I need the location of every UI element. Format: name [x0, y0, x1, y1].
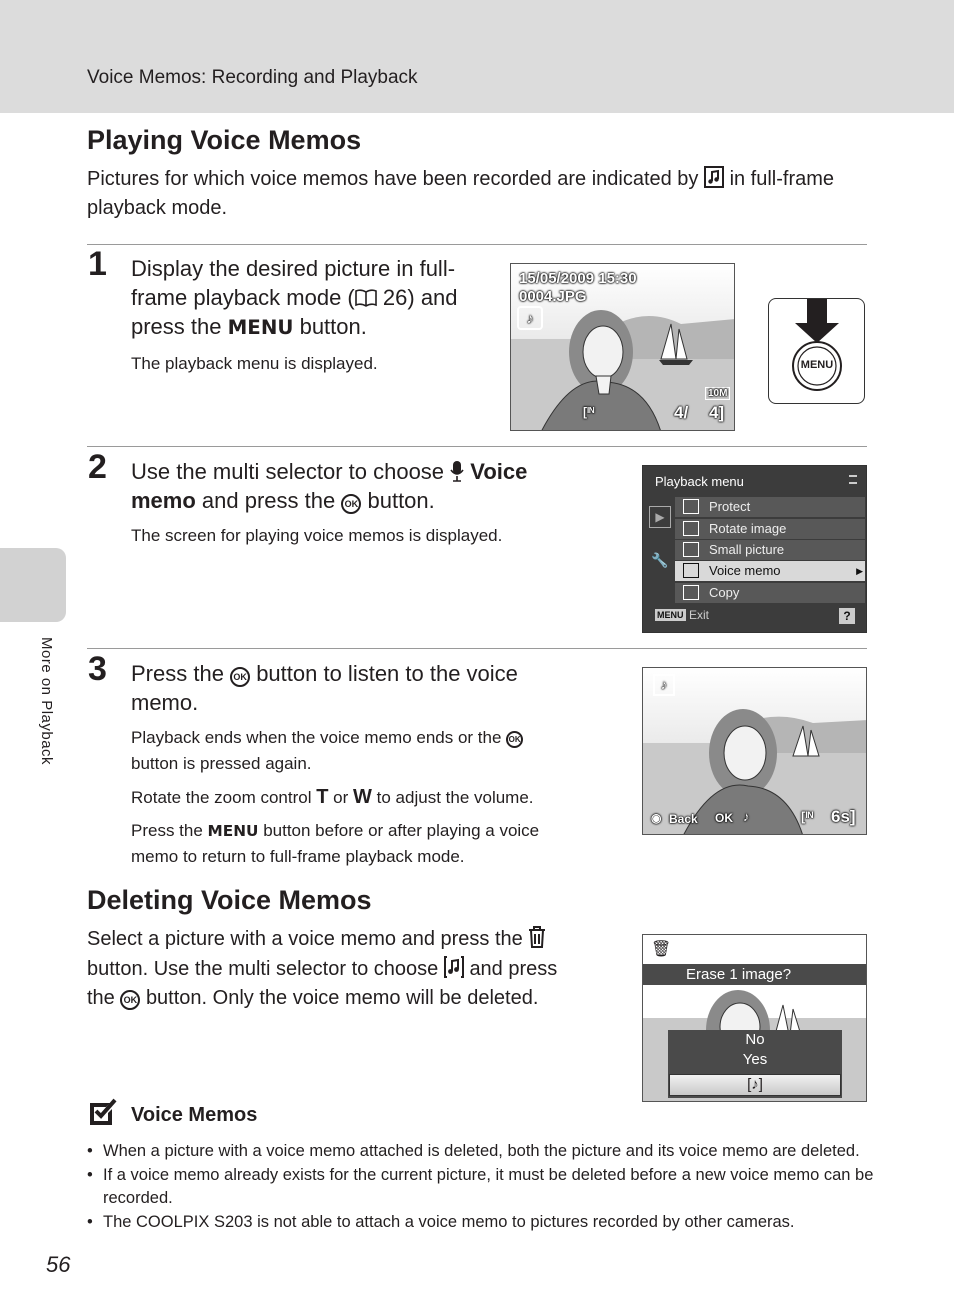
- section-title-deleting: Deleting Voice Memos: [87, 885, 372, 915]
- note-bullet: • If a voice memo already exists for the current picture, it must be deleted before a new voice memo can be recorded.: [87, 1164, 877, 1211]
- voice-memo-icon: [704, 166, 724, 188]
- rotate-icon: [683, 521, 699, 536]
- menu-button-illustration: [768, 298, 865, 404]
- step-1-text-e: button.: [299, 314, 367, 339]
- menu-glyph: MENU: [207, 822, 259, 840]
- step-3-note-3b: button before or after playing a voice: [263, 821, 540, 840]
- step-3-note-2or: or: [333, 788, 349, 807]
- frame-total: 4]: [709, 403, 725, 422]
- deleting-paragraph: [87, 925, 607, 1014]
- step-3-note-2b: to adjust the volume.: [376, 788, 534, 807]
- step-3-note-1a: Playback ends when the voice memo ends or the: [131, 728, 502, 747]
- note-bullet: • When a picture with a voice memo attached is deleted, both the picture and its voice memo are deleted.: [87, 1140, 877, 1164]
- erase-dialog-screen: [642, 934, 867, 1102]
- book-ref-icon: [355, 289, 377, 307]
- menu-item-voice-memo[interactable]: [675, 561, 865, 581]
- menu-item-copy[interactable]: [675, 583, 865, 603]
- voice-memo-indicator-icon: ♪: [653, 674, 675, 696]
- menu-glyph: MENU: [227, 316, 294, 339]
- step-3-text-b: button to listen to the voice: [256, 661, 518, 686]
- divider: [87, 446, 867, 447]
- trash-icon: [528, 926, 546, 948]
- internal-memory-icon: [ᴵᴺ: [583, 405, 595, 419]
- ok-button-glyph: OK: [341, 494, 361, 514]
- step-1-title: [131, 254, 501, 342]
- divider: [87, 648, 867, 649]
- deleting-text-d: the: [87, 987, 115, 1009]
- voice-memo-osd-icon: ♪: [743, 809, 750, 824]
- step-3-note-3c: memo to return to full-frame playback mode.: [131, 847, 465, 866]
- menu-item-label: Rotate image: [709, 521, 787, 536]
- note-bullets: [87, 1140, 877, 1234]
- step-2-bold-a: Voice: [470, 459, 528, 484]
- side-tab-label: More on Playback: [38, 637, 55, 766]
- playback-screen: [510, 263, 735, 431]
- step-3-text-c: memo.: [131, 690, 199, 715]
- back-label: Back: [669, 812, 698, 826]
- zoom-t-glyph: T: [316, 786, 329, 808]
- key-icon: [683, 499, 699, 514]
- step-1-ref-page: 26: [382, 285, 408, 310]
- small-picture-icon: [683, 542, 699, 557]
- ok-osd-icon: OK: [715, 811, 733, 825]
- menu-button-label: MENU: [800, 359, 834, 371]
- step-1-text-d: press the: [131, 314, 222, 339]
- step-1-note: The playback menu is displayed.: [131, 354, 378, 373]
- step-3-note-2a: Rotate the zoom control: [131, 788, 312, 807]
- checkmark-note-icon: [88, 1097, 118, 1127]
- step-1-text-c: ) and: [407, 285, 458, 310]
- step-3-note-3: [131, 818, 601, 870]
- page-number: 56: [46, 1252, 71, 1277]
- step-1-text-b: frame playback mode (: [131, 285, 355, 310]
- option-voice-memo-selected[interactable]: [669, 1074, 841, 1096]
- filename-display: 0004.JPG: [519, 288, 587, 305]
- setup-tab-icon: 🔧: [651, 552, 669, 568]
- image-size-icon: 10M: [705, 387, 730, 400]
- option-yes[interactable]: Yes: [742, 1051, 768, 1068]
- header-band: [0, 0, 954, 113]
- step-2-text-a: Use the multi selector to choose: [131, 459, 445, 484]
- step-2-bold-b: memo: [131, 488, 196, 513]
- step-3-number: 3: [88, 650, 107, 688]
- ok-button-glyph: OK: [120, 990, 140, 1010]
- note-title: Voice Memos: [131, 1104, 258, 1126]
- ok-button-glyph: OK: [230, 667, 250, 687]
- chevron-right-icon: ▶: [856, 566, 863, 576]
- voice-memo-icon: [♪]: [747, 1076, 763, 1093]
- note-bullet: • The COOLPIX S203 is not able to attach a voice memo to pictures recorded by other cameras.: [87, 1211, 877, 1235]
- menu-btn-icon: MENU: [657, 610, 684, 620]
- menu-item-protect[interactable]: [675, 497, 865, 517]
- side-tab: [0, 548, 66, 622]
- microphone-icon: [683, 563, 699, 578]
- step-3-title: [131, 659, 601, 717]
- step-3-text-a: Press the: [131, 661, 224, 686]
- help-icon: ?: [839, 608, 855, 624]
- exit-label: Exit: [689, 608, 710, 622]
- step-3-note-3a: Press the: [131, 821, 203, 840]
- deleting-text-a: Select a picture with a voice memo and press the: [87, 928, 523, 950]
- menu-item-label: Protect: [709, 499, 751, 514]
- back-icon: ◉: [651, 811, 662, 825]
- press-arrow-icon: [769, 299, 866, 405]
- menu-title: Playback menu: [655, 474, 744, 489]
- step-3-note-1: [131, 725, 601, 777]
- breadcrumb: Voice Memos: Recording and Playback: [87, 67, 418, 88]
- deleting-text-e: button. Only the voice memo will be deleted.: [145, 987, 539, 1009]
- step-2-text-b: and press the: [201, 488, 336, 513]
- microphone-icon: [450, 460, 464, 482]
- step-2-number: 2: [88, 448, 107, 486]
- zoom-w-glyph: W: [353, 786, 372, 808]
- section-title-playing: Playing Voice Memos: [87, 125, 362, 155]
- deleting-text-c: and press: [469, 957, 558, 980]
- voice-memo-icon: [444, 956, 464, 978]
- ok-button-glyph: OK: [506, 731, 523, 748]
- step-2-note: The screen for playing voice memos is displayed.: [131, 526, 503, 545]
- step-2-title: [131, 457, 601, 515]
- play-tab-icon: ▶: [649, 506, 671, 528]
- voice-playback-screen: [642, 667, 867, 835]
- menu-item-label: Copy: [709, 585, 740, 600]
- intro-text-a: Pictures for which voice memos have been recorded are indicated by: [87, 168, 699, 190]
- voice-memo-indicator-icon: ♪: [517, 306, 543, 330]
- erase-options-box: [668, 1030, 842, 1098]
- divider: [87, 244, 867, 245]
- erase-prompt: Erase 1 image?: [643, 964, 867, 985]
- intro-paragraph: [87, 165, 867, 223]
- copy-icon: [683, 585, 699, 600]
- step-3-note-1b: button is pressed again.: [131, 754, 312, 773]
- step-2-text-c: button.: [367, 488, 435, 513]
- frame-counter: 4/: [674, 403, 689, 422]
- intro-text-b: in full-frame playback mode.: [87, 168, 835, 219]
- menu-scroll-icon: [849, 475, 857, 484]
- playback-menu-screen: [642, 465, 867, 633]
- internal-memory-icon: [ᴵᴺ: [801, 809, 814, 824]
- menu-item-small-picture[interactable]: [675, 540, 865, 560]
- step-3-note-2: [131, 784, 601, 811]
- menu-item-label: Voice memo: [709, 563, 781, 578]
- deleting-text-b: button. Use the multi selector to choose: [87, 957, 439, 980]
- datetime-display: 15/05/2009 15:30: [519, 270, 637, 287]
- menu-item-label: Small picture: [709, 542, 785, 557]
- menu-item-rotate-image[interactable]: [675, 519, 865, 539]
- trash-icon: 🗑: [651, 941, 672, 958]
- option-no[interactable]: No: [745, 1031, 765, 1048]
- step-1-text-a: Display the desired picture in full-: [131, 256, 456, 281]
- time-remaining: 6s]: [831, 807, 856, 826]
- step-1-number: 1: [88, 245, 107, 283]
